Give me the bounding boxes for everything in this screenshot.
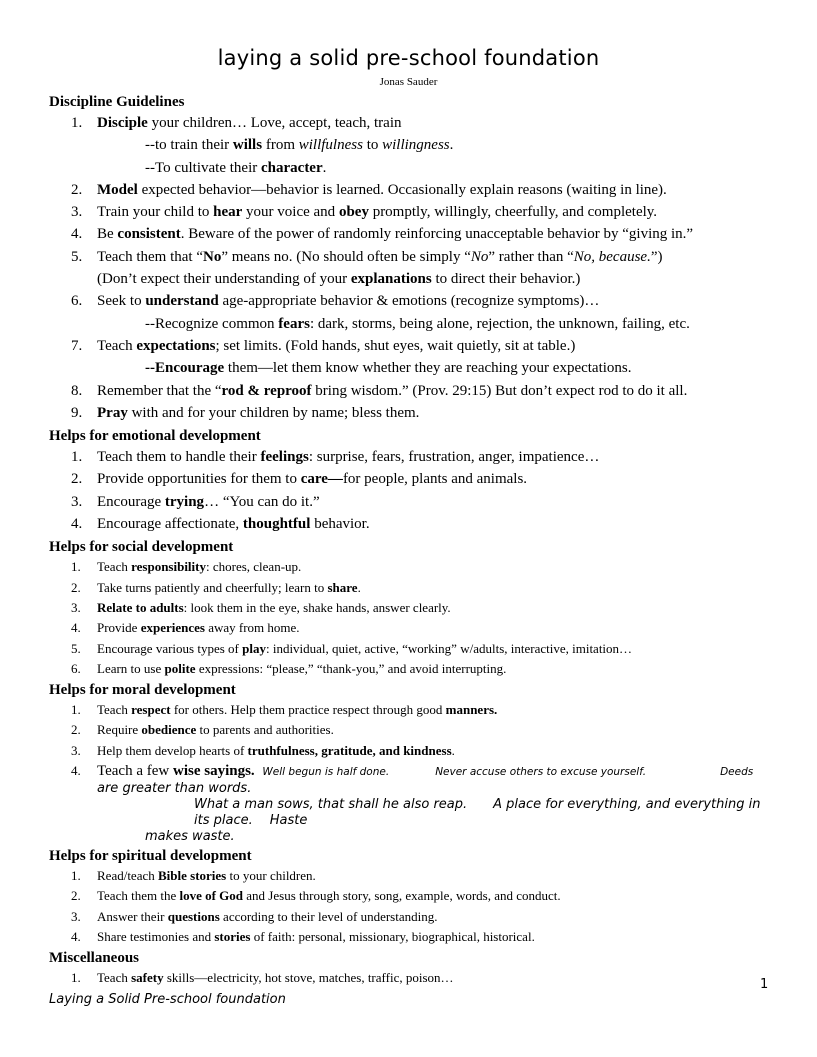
list-item: 2. Take turns patiently and cheerfully; learn to share.	[71, 579, 361, 595]
list-item: 5. Teach them that “No” means no. (No should often be simply “No” rather than “No, because.”)	[71, 248, 663, 265]
list-item: 1. Teach responsibility: chores, clean-up.	[71, 559, 302, 575]
list-item: 4. Encourage affectionate, thoughtful behavior.	[71, 516, 370, 533]
document-author: Jonas Sauder	[379, 76, 438, 88]
list-item: 2. Provide opportunities for them to care—for people, plants and animals.	[71, 471, 528, 488]
emotional-list	[49, 446, 769, 535]
section-heading-moral: Helps for moral development	[49, 682, 236, 699]
list-item-continuation: (Don’t expect their understanding of your explanations to direct their behavior.)	[97, 271, 581, 288]
section-heading-discipline: Discipline Guidelines	[49, 94, 185, 110]
list-item: 1. Teach them to handle their feelings: surprise, fears, frustration, anger, impatience…	[71, 449, 600, 466]
list-item: 7. Teach expectations; set limits. (Fold hands, shut eyes, wait quietly, sit at table.)	[71, 337, 576, 354]
list-subitem: --To cultivate their character.	[145, 159, 327, 176]
list-item: 3. Answer their questions according to their level of understanding.	[71, 908, 438, 924]
list-item: 2. Model expected behavior—behavior is learned. Occasionally explain reasons (waiting in line).	[71, 181, 667, 198]
list-item: 2. Teach them the love of God and Jesus through story, song, example, words, and conduct.	[71, 888, 561, 904]
page-footer: Laying a Solid Pre-school foundation	[49, 992, 286, 1007]
section-heading-emotional: Helps for emotional development	[49, 428, 261, 445]
wise-sayings-continuation: makes waste.	[145, 829, 235, 845]
misc-list	[49, 968, 769, 988]
section-heading-social: Helps for social development	[49, 539, 234, 556]
moral-list	[49, 700, 769, 845]
section-heading-spiritual: Helps for spiritual development	[49, 848, 252, 865]
list-item: 4. Share testimonies and stories of faith: personal, missionary, biographical, historical.	[71, 928, 535, 944]
wise-sayings-continuation: are greater than words.	[97, 781, 252, 797]
list-item: 6. Learn to use polite expressions: “please,” “thank-you,” and avoid interrupting.	[71, 660, 507, 676]
document-title: laying a solid pre-school foundation	[217, 46, 600, 70]
wise-sayings: Well begun is half done. Never accuse others to excuse yourself. Deeds	[262, 766, 754, 779]
list-item: 3. Train your child to hear your voice and obey promptly, willingly, cheerfully, and completely.	[71, 204, 658, 221]
list-item: 1. Disciple your children… Love, accept, teach, train	[71, 115, 402, 131]
social-list	[49, 557, 769, 679]
list-item: 4. Provide experiences away from home.	[71, 620, 300, 636]
wise-sayings-continuation: What a man sows, that shall he also reap. A place for everything, and everything in its place. Haste	[194, 797, 761, 829]
discipline-list	[49, 112, 769, 424]
list-item: 9. Pray with and for your children by name; bless them.	[71, 404, 420, 421]
spiritual-list	[49, 866, 769, 947]
list-item: 1. Read/teach Bible stories to your children.	[71, 868, 316, 884]
list-item: 2. Require obedience to parents and authorities.	[71, 722, 334, 738]
list-subitem: --to train their wills from willfulness to willingness.	[145, 137, 454, 154]
page-number: 1	[760, 977, 769, 992]
list-subitem: --Recognize common fears: dark, storms, being alone, rejection, the unknown, failing, etc.	[145, 315, 690, 332]
list-item: 1. Teach safety skills—electricity, hot stove, matches, traffic, poison…	[71, 970, 454, 986]
list-item: 5. Encourage various types of play: individual, quiet, active, “working” w/adults, interactive, imitation…	[71, 640, 633, 656]
list-item: 3. Relate to adults: look them in the eye, shake hands, answer clearly.	[71, 599, 451, 615]
list-item: 1. Teach respect for others. Help them practice respect through good manners.	[71, 702, 498, 718]
list-item: 4. Be consistent. Beware of the power of randomly reinforcing unacceptable behavior by “giving in.”	[71, 226, 694, 243]
list-item: 3. Encourage trying… “You can do it.”	[71, 493, 320, 510]
list-item: 3. Help them develop hearts of truthfulness, gratitude, and kindness.	[71, 742, 455, 758]
list-item-wise-sayings: 4. Teach a few wise sayings. Well begun is half done. Never accuse others to excuse yourself. Deeds	[71, 763, 754, 780]
section-heading-miscellaneous: Miscellaneous	[49, 950, 139, 967]
document-body	[49, 92, 769, 989]
list-item: 8. Remember that the “rod & reproof bring wisdom.” (Prov. 29:15) But don’t expect rod to do it all.	[71, 382, 688, 399]
list-subitem: --Encourage them—let them know whether they are reaching your expectations.	[145, 360, 632, 377]
list-item: 6. Seek to understand age-appropriate behavior & emotions (recognize symptoms)…	[71, 293, 600, 310]
